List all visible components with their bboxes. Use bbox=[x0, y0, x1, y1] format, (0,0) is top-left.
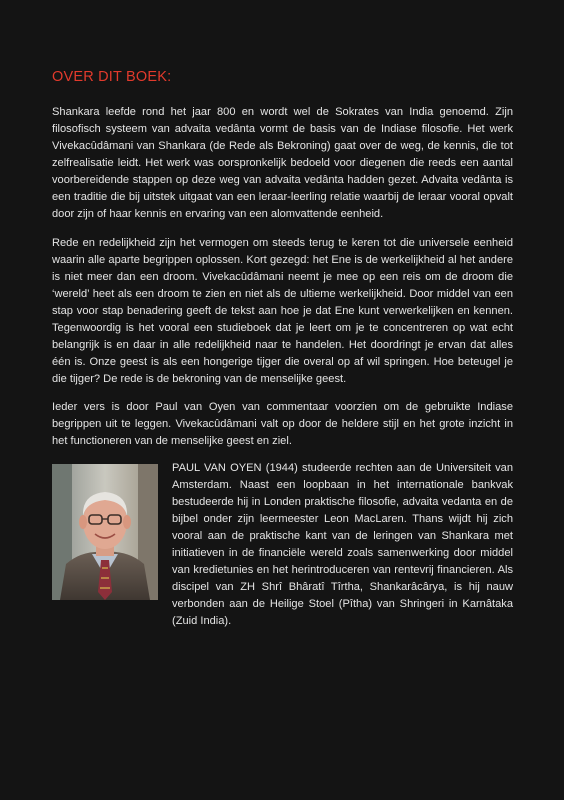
description-paragraph-2: Rede en redelijkheid zijn het vermogen om steeds terug te keren tot die universele eenheid waarin alle aparte begrippen oplossen. Kort gezegd: het Ene is de werkelijkheid al het andere is niet meer dan een droom. Vivekacûdâmani neemt je mee op een reis om de droom die ‘wereld’ heet als een droom te zien en niet als de ultieme werkelijkheid. Door middel van een stap voor stap benadering geeft de tekst aan hoe je dat Ene kunt verwerkelijken en kennen. Tegenwoordig is het vooral een studieboek dat je leert om je te concentreren op wat echt belangrijk is en daar in alle redelijkheid naar te handelen. Het doordringt je ervan dat alles één is. Onze geest is als een hongerige tijger die overal op af wil springen. Hoe beteugel je die tijger? De rede is de bekroning van de menselijke geest. bbox=[52, 237, 513, 385]
author-portrait-icon bbox=[52, 464, 158, 600]
description-paragraph-3: Ieder vers is door Paul van Oyen van commentaar voorzien om de gebruikte Indiase begrippen uit te leggen. Vivekacûdâmani valt op door de heldere stijl en het grote inzicht in het functioneren van de menselijke geest en ziel. bbox=[52, 401, 513, 447]
section-heading: OVER DIT BOEK: bbox=[52, 69, 172, 85]
author-bio: PAUL VAN OYEN (1944) studeerde rechten aan de Universiteit van Amsterdam. Naast een loopbaan in het internationale bankvak bestudeerde hij in Londen praktische filosofie, advaita vedanta en de bijbel onder zijn leermeester Leon MacLaren. Thans wijdt hij zich vooral aan de praktische kant van de leringen van Shankara met initiatieven in de financiële wereld zoals samenwerking door middel van kredietunies en het herintroduceren van rentevrij financieren. Als discipel van ZH Shrî Bhâratî Tîrtha, Shankarâcârya, is hij nauw verbonden aan de Heilige Stoel (Pîtha) van Shringeri in Karnâtaka (Zuid India). bbox=[172, 462, 513, 627]
description-paragraph-1: Shankara leefde rond het jaar 800 en wordt wel de Sokrates van India genoemd. Zijn filosofisch systeem van advaita vedânta vormt de basis van de Indiase filosofie. Het werk Vivekacûdâmani van Shankara (de Rede als Bekroning) gaat over de weg, de kennis, die tot zelfrealisatie leidt. Het werk was oorspronkelijk bedoeld voor diegenen die reeds een aantal voorbereidende stappen op deze weg van advaita vedânta hadden gezet. Advaita vedânta is een traditie die bij uitstek uitgaat van een leraar-leerling relatie waarbij de leraar vooral opvalt door zijn of haar kennis en ervaring van een alomvattende eenheid. bbox=[52, 106, 513, 220]
author-photo bbox=[52, 464, 158, 600]
